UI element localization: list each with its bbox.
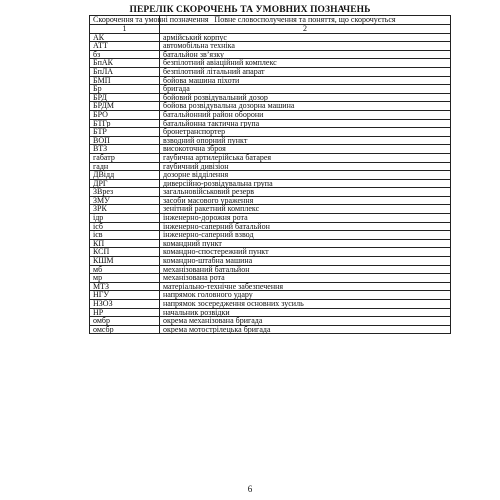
abbreviations-table bbox=[89, 15, 451, 334]
table-row bbox=[90, 59, 451, 68]
full-term-cell: батальйонний район оборони bbox=[160, 110, 451, 119]
abbreviation-cell: омсбр bbox=[90, 325, 160, 334]
table-row bbox=[90, 214, 451, 223]
full-term-cell: диверсійно-розвідувальна група bbox=[160, 179, 451, 188]
column-number-2: 2 bbox=[160, 24, 451, 33]
full-term-cell: начальник розвідки bbox=[160, 308, 451, 317]
table-row bbox=[90, 102, 451, 111]
table-row bbox=[90, 282, 451, 291]
full-term-cell: гаубичний дивізіон bbox=[160, 162, 451, 171]
full-term-cell: батальйонна тактична група bbox=[160, 119, 451, 128]
abbreviation-cell: КП bbox=[90, 239, 160, 248]
full-term-cell: взводний опорний пункт bbox=[160, 136, 451, 145]
abbreviation-cell: гадн bbox=[90, 162, 160, 171]
abbreviation-cell: мр bbox=[90, 274, 160, 283]
full-term-cell: автомобільна техніка bbox=[160, 42, 451, 51]
full-term-cell: напрямок зосередження основних зусиль bbox=[160, 300, 451, 309]
table-header bbox=[90, 16, 451, 34]
table-row bbox=[90, 265, 451, 274]
table-row bbox=[90, 110, 451, 119]
abbreviation-cell: ідр bbox=[90, 214, 160, 223]
full-term-cell: бойовий розвідувальний дозор bbox=[160, 93, 451, 102]
full-term-cell: командний пункт bbox=[160, 239, 451, 248]
table-row bbox=[90, 205, 451, 214]
abbreviation-cell: БпЛА bbox=[90, 67, 160, 76]
table-row bbox=[90, 325, 451, 334]
table-row bbox=[90, 196, 451, 205]
full-term-cell: командно-спостережний пункт bbox=[160, 248, 451, 257]
full-term-cell: загальновійськовий резерв bbox=[160, 188, 451, 197]
abbreviation-cell: ВОП bbox=[90, 136, 160, 145]
table-row bbox=[90, 239, 451, 248]
table-row bbox=[90, 257, 451, 266]
table-row bbox=[90, 128, 451, 137]
header-full-term: Повне словосполучення та поняття, що скорочується bbox=[160, 16, 451, 25]
table-row bbox=[90, 179, 451, 188]
column-number-1: 1 bbox=[90, 24, 160, 33]
table-row bbox=[90, 317, 451, 326]
abbreviation-cell: ВТЗ bbox=[90, 145, 160, 154]
page-title: ПЕРЕЛІК СКОРОЧЕНЬ ТА УМОВНИХ ПОЗНАЧЕНЬ bbox=[129, 5, 371, 15]
table-body bbox=[90, 33, 451, 334]
abbreviation-cell: ЗРК bbox=[90, 205, 160, 214]
table-row bbox=[90, 308, 451, 317]
full-term-cell: окрема механізована бригада bbox=[160, 317, 451, 326]
full-term-cell: інженерно-саперний батальйон bbox=[160, 222, 451, 231]
abbreviation-cell: БпАК bbox=[90, 59, 160, 68]
full-term-cell: армійський корпус bbox=[160, 33, 451, 42]
table-row bbox=[90, 76, 451, 85]
full-term-cell: механізована рота bbox=[160, 274, 451, 283]
full-term-cell: інженерно-саперний взвод bbox=[160, 231, 451, 240]
full-term-cell: інженерно-дорожня рота bbox=[160, 214, 451, 223]
abbreviation-cell: БТР bbox=[90, 128, 160, 137]
table-row bbox=[90, 119, 451, 128]
abbreviation-cell: БРДМ bbox=[90, 102, 160, 111]
abbreviation-cell: ДРГ bbox=[90, 179, 160, 188]
abbreviation-cell: БРД bbox=[90, 93, 160, 102]
full-term-cell: дозорне відділення bbox=[160, 171, 451, 180]
table-row bbox=[90, 248, 451, 257]
table-row bbox=[90, 188, 451, 197]
table-row bbox=[90, 42, 451, 51]
abbreviation-cell: ДВідд bbox=[90, 171, 160, 180]
full-term-cell: матеріально-технічне забезпечення bbox=[160, 282, 451, 291]
full-term-cell: бойова розвідувальна дозорна машина bbox=[160, 102, 451, 111]
abbreviation-cell: НЗОЗ bbox=[90, 300, 160, 309]
full-term-cell: бригада bbox=[160, 85, 451, 94]
full-term-cell: гаубична артилерійська батарея bbox=[160, 153, 451, 162]
abbreviation-cell: АТТ bbox=[90, 42, 160, 51]
abbreviation-cell: габатр bbox=[90, 153, 160, 162]
column-number-row bbox=[90, 24, 451, 33]
table-row bbox=[90, 231, 451, 240]
table-row bbox=[90, 300, 451, 309]
full-term-cell: бронетранспортер bbox=[160, 128, 451, 137]
abbreviation-cell: БРО bbox=[90, 110, 160, 119]
table-row bbox=[90, 33, 451, 42]
abbreviation-cell: БТГр bbox=[90, 119, 160, 128]
full-term-cell: бойова машина піхоти bbox=[160, 76, 451, 85]
abbreviation-cell: ЗВрез bbox=[90, 188, 160, 197]
page-number: 6 bbox=[247, 484, 253, 494]
table-row bbox=[90, 153, 451, 162]
abbreviation-cell: ЗМУ bbox=[90, 196, 160, 205]
abbreviation-cell: мб bbox=[90, 265, 160, 274]
full-term-cell: батальйон зв’язку bbox=[160, 50, 451, 59]
full-term-cell: командно-штабна машина bbox=[160, 257, 451, 266]
full-term-cell: високоточна зброя bbox=[160, 145, 451, 154]
abbreviation-cell: бз bbox=[90, 50, 160, 59]
full-term-cell: окрема мотострілецька бригада bbox=[160, 325, 451, 334]
abbreviation-cell: КСП bbox=[90, 248, 160, 257]
abbreviation-cell: НГУ bbox=[90, 291, 160, 300]
full-term-cell: засоби масового ураження bbox=[160, 196, 451, 205]
full-term-cell: напрямок головного удару bbox=[160, 291, 451, 300]
table-row bbox=[90, 85, 451, 94]
table-row bbox=[90, 222, 451, 231]
abbreviation-cell: МТЗ bbox=[90, 282, 160, 291]
abbreviation-cell: АК bbox=[90, 33, 160, 42]
header-abbreviation: Скорочення та умовні позначення bbox=[90, 16, 160, 25]
full-term-cell: зенітний ракетний комплекс bbox=[160, 205, 451, 214]
abbreviation-cell: омбр bbox=[90, 317, 160, 326]
abbreviation-cell: КШМ bbox=[90, 257, 160, 266]
abbreviation-cell: ісб bbox=[90, 222, 160, 231]
table-row bbox=[90, 162, 451, 171]
full-term-cell: безпілотний літальний апарат bbox=[160, 67, 451, 76]
full-term-cell: безпілотний авіаційний комплекс bbox=[160, 59, 451, 68]
table-row bbox=[90, 136, 451, 145]
abbreviation-cell: НР bbox=[90, 308, 160, 317]
table-row bbox=[90, 171, 451, 180]
abbreviation-cell: БМП bbox=[90, 76, 160, 85]
full-term-cell: механізований батальйон bbox=[160, 265, 451, 274]
abbreviation-cell: ісв bbox=[90, 231, 160, 240]
abbreviation-cell: Бр bbox=[90, 85, 160, 94]
table-row bbox=[90, 67, 451, 76]
